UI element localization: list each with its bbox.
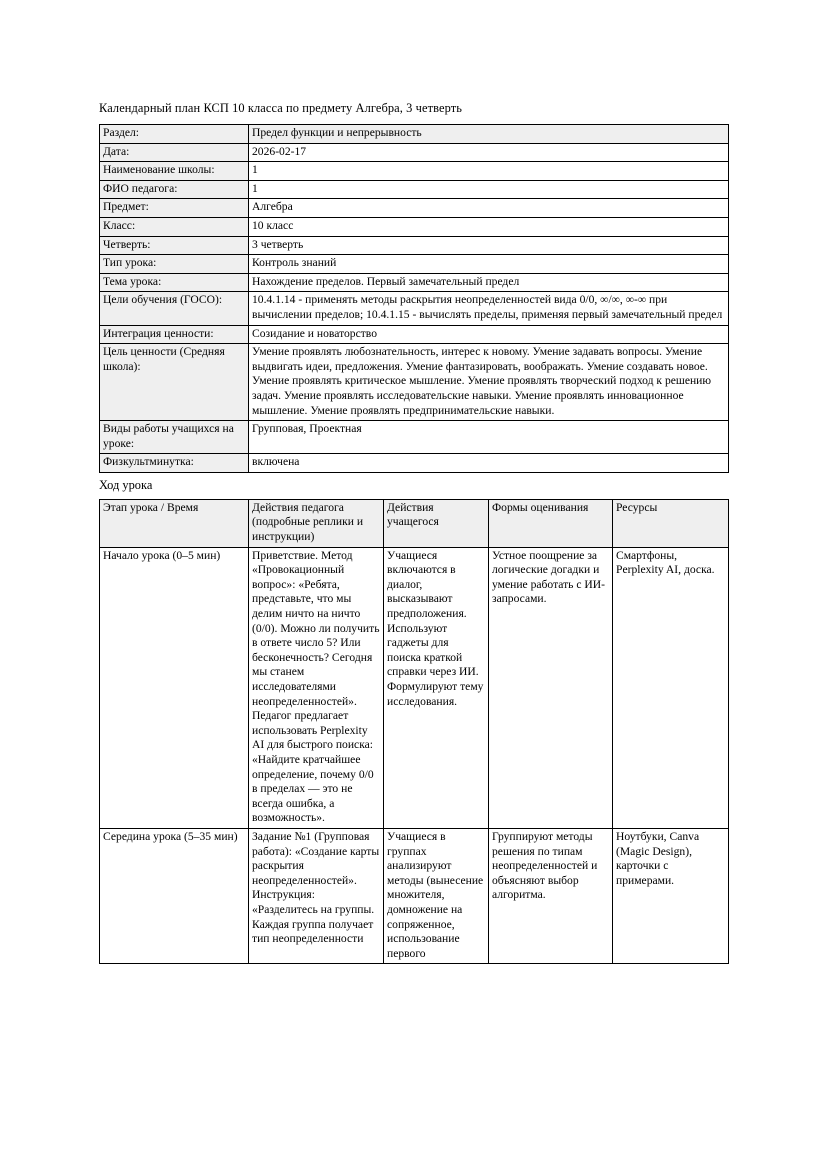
flow-cell-resources: Ноутбуки, Canva (Magic Design), карточки с примерами. [613,828,729,963]
lesson-flow-heading: Ход урока [99,477,153,492]
column-header-stage: Этап урока / Время [100,499,249,547]
info-row-label: Тип урока: [100,255,249,274]
info-row-value: Групповая, Проектная [249,421,729,454]
column-header-teacher: Действия педагога (подробные реплики и инструкции) [249,499,384,547]
page-title: Календарный план КСП 10 класса по предмету Алгебра, 3 четверть [99,101,462,115]
column-header-student: Действия учащегося [384,499,489,547]
flow-cell-resources: Смартфоны, Perplexity AI, доска. [613,547,729,828]
table-row [100,273,729,292]
info-row-value: Предел функции и непрерывность [249,125,729,144]
info-row-value: 3 четверть [249,236,729,255]
lesson-flow-table [99,499,729,964]
table-row [100,162,729,181]
lesson-flow-table-head [100,499,729,547]
table-row [100,255,729,274]
info-row-value: 10 класс [249,217,729,236]
table-header-row [100,499,729,547]
info-row-label: Дата: [100,143,249,162]
table-row [100,217,729,236]
table-row [100,421,729,454]
info-row-value: 1 [249,162,729,181]
info-row-label: ФИО педагога: [100,180,249,199]
lesson-flow-table-body [100,547,729,964]
table-row [100,143,729,162]
table-row [100,292,729,325]
flow-cell-teacher: Задание №1 (Групповая работа): «Создание карты раскрытия неопределенностей». Инструкция: «Разделитесь на группы. Каждая группа получает тип неопределенности [249,828,384,963]
table-row [100,199,729,218]
info-row-label: Виды работы учащихся на уроке: [100,421,249,454]
info-row-label: Раздел: [100,125,249,144]
lesson-info-table [99,124,729,473]
info-row-label: Четверть: [100,236,249,255]
info-row-label: Цели обучения (ГОСО): [100,292,249,325]
info-row-value: включена [249,454,729,473]
table-row [100,236,729,255]
info-row-value: Умение проявлять любознательность, интерес к новому. Умение задавать вопросы. Умение выдвигать идеи, предложения. Умение фантазировать, воображать. Умение создавать новое. Умение проявлять критическое мышление. Умение проявлять творческий подход к решению задач. Умение проявлять исследовательские навыки. Умение проявлять инновационное мышление. Умение проявлять предпринимательские навыки. [249,344,729,421]
info-row-value: Контроль знаний [249,255,729,274]
info-row-value: 1 [249,180,729,199]
table-row [100,325,729,344]
flow-cell-stage: Начало урока (0–5 мин) [100,547,249,828]
info-row-label: Наименование школы: [100,162,249,181]
info-row-label: Тема урока: [100,273,249,292]
info-row-label: Класс: [100,217,249,236]
flow-cell-stage: Середина урока (5–35 мин) [100,828,249,963]
lesson-info-table-body [100,125,729,473]
table-row [100,454,729,473]
info-row-value: Нахождение пределов. Первый замечательный предел [249,273,729,292]
flow-cell-assessment: Группируют методы решения по типам неопределенностей и объясняют выбор алгоритма. [489,828,613,963]
info-row-label: Интеграция ценности: [100,325,249,344]
flow-cell-assessment: Устное поощрение за логические догадки и умение работать с ИИ-запросами. [489,547,613,828]
flow-cell-student: Учащиеся в группах анализируют методы (вынесение множителя, домножение на сопряженное, использование первого [384,828,489,963]
info-row-value: 2026-02-17 [249,143,729,162]
info-row-value: Алгебра [249,199,729,218]
table-row [100,125,729,144]
info-row-label: Предмет: [100,199,249,218]
flow-cell-teacher: Приветствие. Метод «Провокационный вопрос»: «Ребята, представьте, что мы делим ничто на ничто (0/0). Можно ли получить в ответе число 5? Или бесконечность? Сегодня мы станем исследователями неопределенностей». Педагог предлагает использовать Perplexity AI для быстрого поиска: «Найдите кратчайшее определение, почему 0/0 в пределах — это не всегда ошибка, а возможность». [249,547,384,828]
info-row-value: 10.4.1.14 - применять методы раскрытия неопределенностей вида 0/0, ∞/∞, ∞-∞ при вычислении пределов; 10.4.1.15 - вычислять пределы, применяя первый замечательный предел [249,292,729,325]
table-row [100,547,729,828]
table-row [100,828,729,963]
info-row-label: Цель ценности (Средняя школа): [100,344,249,421]
column-header-resources: Ресурсы [613,499,729,547]
document-content [99,100,728,964]
info-row-label: Физкультминутка: [100,454,249,473]
column-header-assessment: Формы оценивания [489,499,613,547]
flow-cell-student: Учащиеся включаются в диалог, высказывают предположения. Используют гаджеты для поиска краткой справки через ИИ. Формулируют тему исследования. [384,547,489,828]
info-row-value: Созидание и новаторство [249,325,729,344]
table-row [100,180,729,199]
table-row [100,344,729,421]
